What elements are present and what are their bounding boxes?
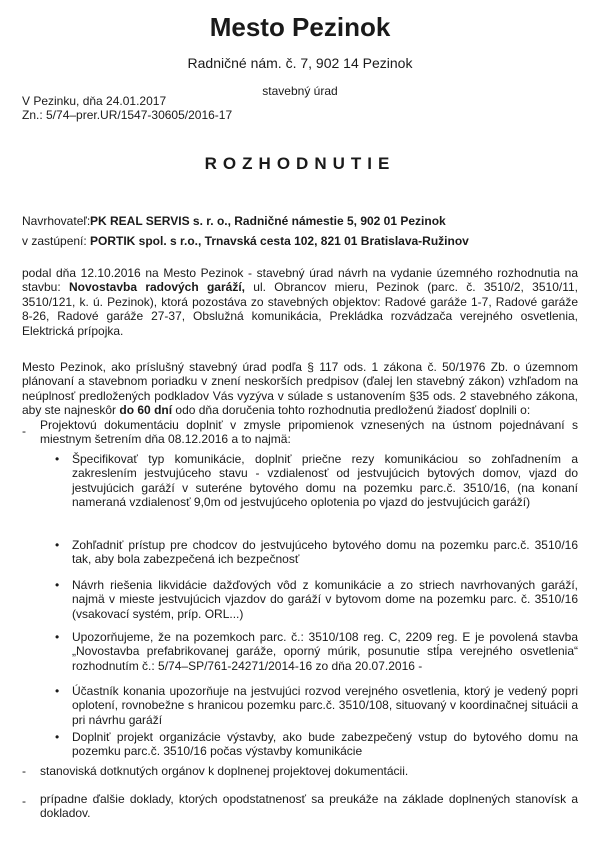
bullet-icon: • (55, 578, 60, 592)
deadline: do 60 dní (119, 403, 173, 418)
intro-text-post: ul. Obrancov mieru, Pezinok (parc. č. 3510/2, 3510/11, 3510/121, k. ú. Pezinok), ktorá pozostáva zo stavebných objektov: Radové garáže 1-7, Radové garáže 8-26, Radové garáže 27-37, Obslužná komunikácia, Prekládka rozvádzača verejného osvetlenia, Elektrická prípojka. (22, 280, 578, 338)
decision-paragraph (22, 360, 578, 418)
decision-text-post: odo dňa doručenia tohto rozhodnutia predloženú žiadosť doplnili o: (172, 403, 531, 418)
bullet-item: Zohľadniť prístup pre chodcov do jestvujúceho bytového domu na pozemku parc.č. 3510/16 tak, aby bola zabezpečená ich bezpečnosť (72, 538, 578, 567)
bullet-icon: • (55, 730, 60, 744)
intro-paragraph (22, 266, 578, 338)
list-item-other-documents: prípadne ďalšie doklady, ktorých opodstatnenosť sa preukáže na základe doplnených stanovísk a dokladov. (40, 792, 578, 821)
intro-text-pre: podal dňa 12.10.2016 na Mesto Pezinok - stavebný úrad návrh na vydanie územného rozhodnutia na stavbu: (22, 266, 578, 295)
municipality-name: Mesto Pezinok (209, 12, 391, 42)
bullet-item: Upozorňujeme, že na pozemkoch parc. č.: 3510/108 reg. C, 2209 reg. E je povolená stavba „Novostavba prefabrikovanej garáže, oporný múrik, posunutie stĺpa verejného osvetlenia“ rozhodnutím č.: 5/74–SP/761-24271/2014-16 zo dňa 20.07.2016 - (72, 630, 578, 673)
bullet-icon: • (55, 684, 60, 698)
applicant-value: PK REAL SERVIS s. r. o., Radničné námestie 5, 902 01 Pezinok (90, 214, 446, 228)
project-name: Novostavba radových garáží, (69, 280, 245, 295)
representative-label: v zastúpení: (22, 234, 87, 248)
bullet-icon: • (55, 452, 60, 466)
applicant-label: Navrhovateľ: (22, 214, 91, 228)
list-dash: - (22, 794, 26, 808)
list-item-opinions: stanoviská dotknutých orgánov k doplnenej projektovej dokumentácii. (40, 764, 409, 778)
date-line: V Pezinku, dňa 24.01.2017 (22, 94, 167, 108)
municipality-address: Radničné nám. č. 7, 902 14 Pezinok (187, 55, 413, 71)
bullet-item: Špecifikovať typ komunikácie, doplniť priečne rezy komunikáciou so zohľadnením a zakreslením jestvujúceho stavu - vzdialenosť od jestvujúcich bytových domov, vjazd do jestvujúcich garáží v suteréne bytového domu na pozemku parc.č. 3510/16, (na konaní nameraná vzdialenosť 9,0m od jestvujúceho oplotenia po vjazd do jestvujúcich garáží) (72, 452, 578, 510)
bullet-item: Doplniť projekt organizácie výstavby, ako bude zabezpečený vstup do bytového domu na pozemku parc.č. 3510/16 počas výstavby komunikácie (72, 730, 578, 759)
bullet-item: Účastník konania upozorňuje na jestvujúci rozvod verejného osvetlenia, ktorý je vedený popri oplotení, rovnobežne s hranicou pozemku parc.č. 3510/108, situovaný v koordinačnej situácii a pri návrhu garáží (72, 684, 578, 727)
list-item-project-documentation: Projektovú dokumentáciu doplniť v zmysle pripomienok vznesených na ústnom pojednávaní s miestnym šetrením dňa 08.12.2016 a to najmä: (40, 418, 578, 447)
reference-number: Zn.: 5/74–prer.UR/1547-30605/2016-17 (22, 108, 233, 122)
bullet-icon: • (55, 538, 60, 552)
decision-text-pre: Mesto Pezinok, ako príslušný stavebný úrad podľa § 117 ods. 1 zákona č. 50/1976 Zb. o územnom plánovaní a stavebnom poriadku v znení neskorších predpisov (ďalej len stavebný zákon) vzhľadom na neúplnosť predložených podkladov Vás vyzýva v súlade s ustanovením §35 ods. 2 stavebného zákona, aby ste najneskôr (22, 360, 578, 418)
bullet-item: Návrh riešenia likvidácie dažďových vôd z komunikácie a zo striech navrhovaných garáží, najmä v mieste jestvujúcich vjazdov do garáží v bytovom dome na pozemku parc. č. 3510/16 (vsakovací systém, príp. ORL...) (72, 578, 578, 621)
representative-value: PORTIK spol. s r.o., Trnavská cesta 102, 821 01 Bratislava-Ružinov (90, 234, 469, 248)
document-title: ROZHODNUTIE (204, 154, 396, 173)
list-dash: - (22, 764, 26, 778)
list-dash: - (22, 424, 26, 438)
bullet-icon: • (55, 630, 60, 644)
office-name: stavebný úrad (262, 84, 338, 98)
